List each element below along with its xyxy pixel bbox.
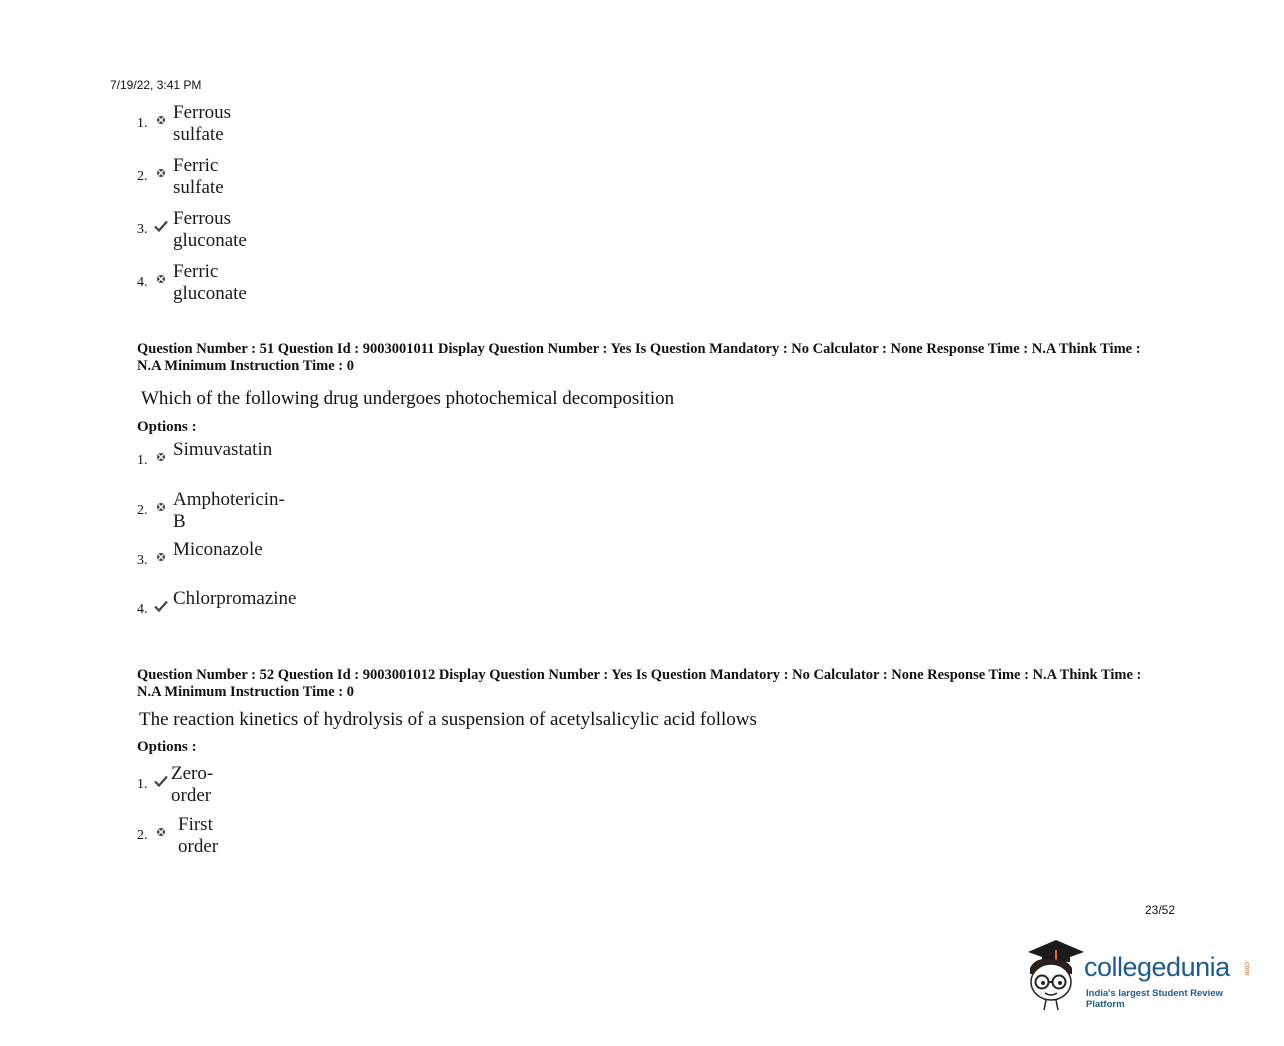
option-number: 1. [137, 453, 148, 468]
option-number: 3. [137, 553, 148, 568]
option-number: 1. [137, 777, 148, 792]
cross-icon [153, 549, 169, 565]
check-icon [153, 598, 169, 614]
option-label: Simuvastatin [173, 439, 273, 460]
check-icon [153, 218, 169, 234]
logo-tagline: India's largest Student Review Platform [1086, 988, 1223, 1010]
option-label: Ferric sulfate [173, 155, 224, 198]
options-label: Options : [137, 739, 197, 755]
mascot-icon [1022, 938, 1084, 1013]
option-number: 2. [137, 169, 148, 184]
option-label: Miconazole [173, 539, 263, 560]
question-meta: Question Number : 51 Question Id : 9003001011 Display Question Number : Yes Is Question Mandatory : No Calculator : None Response Time : N.A Think Time : N.A Minimum Instruction Time : 0 [137, 341, 1141, 374]
cross-icon [153, 271, 169, 287]
page-number: 23/52 [1145, 903, 1176, 917]
option-number: 4. [137, 275, 148, 290]
collegedunia-logo [1022, 938, 1262, 1013]
check-icon [153, 773, 169, 789]
question-text: Which of the following drug undergoes photochemical decomposition [141, 388, 675, 409]
option-label: Ferric gluconate [173, 261, 247, 304]
cross-icon [153, 449, 169, 465]
cross-icon [153, 165, 169, 181]
option-number: 2. [137, 503, 148, 518]
logo-com: .com [1243, 960, 1250, 976]
option-label: Chlorpromazine [173, 588, 297, 609]
option-number: 3. [137, 222, 148, 237]
option-number: 2. [137, 828, 148, 843]
cross-icon [153, 499, 169, 515]
print-timestamp: 7/19/22, 3:41 PM [110, 78, 202, 92]
cross-icon [153, 112, 169, 128]
logo-brand: collegedunia [1084, 952, 1230, 982]
option-label: Ferrous gluconate [173, 208, 247, 251]
options-label: Options : [137, 419, 197, 435]
question-text: The reaction kinetics of hydrolysis of a suspension of acetylsalicylic acid follows [139, 709, 757, 730]
option-number: 1. [137, 116, 148, 131]
option-label: Ferrous sulfate [173, 102, 232, 145]
option-label: Amphotericin-B [173, 489, 285, 532]
option-label: First order [178, 814, 219, 857]
option-label: Zero-order [171, 763, 214, 806]
cross-icon [153, 824, 169, 840]
option-number: 4. [137, 602, 148, 617]
question-meta: Question Number : 52 Question Id : 9003001012 Display Question Number : Yes Is Question Mandatory : No Calculator : None Response Time : N.A Think Time : N.A Minimum Instruction Time : 0 [137, 667, 1142, 700]
